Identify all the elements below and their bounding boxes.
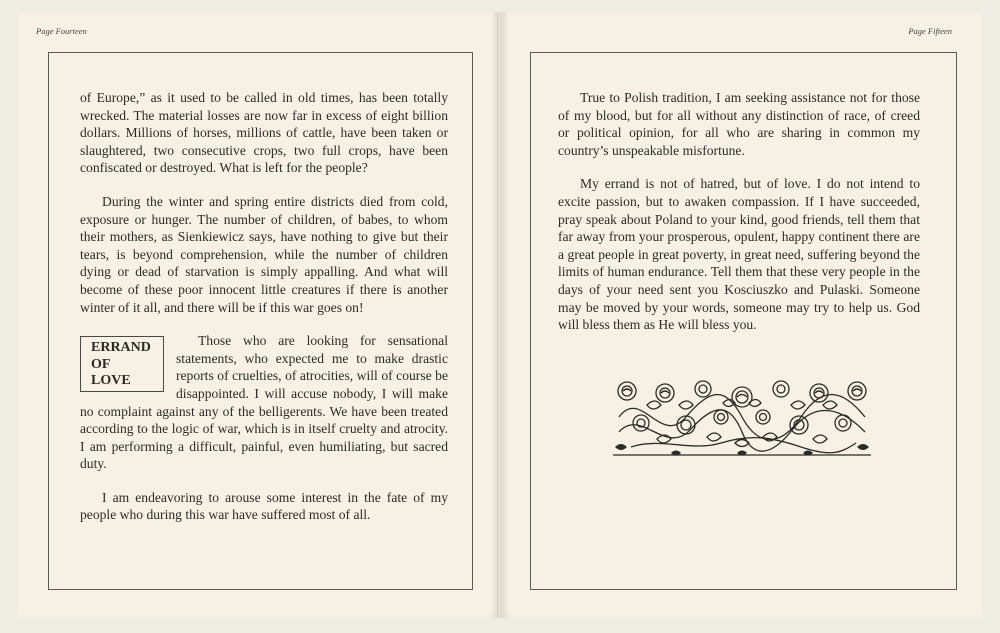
paragraph: I am endeavoring to arouse some interest in the fate of my people who during this war have suffered most of all. [80,489,448,523]
paragraph: During the winter and spring entire districts died from cold, exposure or hunger. The number of children, of babes, to whom their mothers, as Sienkiewicz says, have nothing to give but their tears, is beyond comprehension, while the number of children dying or dead of starvation is simply appalling. And what will become of these poor innocent little creatures if there is another winter of it all, and there will be if this war goes on! [80,193,448,315]
sidebox-line: LOVE [91,373,131,389]
rose-vine-ornament-icon [611,377,873,459]
paragraph: of Europe,” as it used to be called in old times, has been totally wrecked. The material losses are now far in excess of eight billion dollars. Millions of horses, millions of cattle, have been taken or slaughtered, two consecutive crops, two full crops, have been confiscated or destroyed. What is left for the people? [80,90,448,176]
right-page [502,12,982,618]
sidebox-line: ERRAND [91,340,151,356]
left-page [18,12,498,618]
paragraph-text: Those who are looking for sensational statements, who expected me to make drastic reports of cruelties, of atrocities, will of course be disappointed. I will accuse nobody, I will make no complaint against any of the belligerents. We have been treated according to the logic of war, which is in itself cruelty and atrocity. I am performing a difficult, painful, even humiliating, but sacred duty. [80,333,448,472]
page-label-right: Page Fifteen [908,26,952,36]
page-label-left: Page Fourteen [36,26,87,36]
left-page-text [80,89,448,540]
paragraph: True to Polish tradition, I am seeking assistance not for those of my blood, but for all without any distinction of race, of creed or political opinion, for all who are sharing in common my country’s unspeakable misfortune. [558,90,920,158]
right-page-text [558,89,920,350]
paragraph-with-sidebox [80,332,448,473]
rose [618,382,636,400]
sidebox-line: OF [91,356,111,372]
errand-of-love-box [80,336,164,392]
paragraph: My errand is not of hatred, but of love. I do not intend to excite passion, but to awaken compassion. If I have succeeded, pray speak about Poland to your kind, good friends, tell them that far away from your prosperous, opulent, happy continent there are a great people in great poverty, in great need, suffering beyond the limits of human endurance. Tell them that these very people in the days of your need sent you Kosciuszko and Pulaski. Someone may be moved by your words, someone may try to help us. God will bless them as He will bless you. [558,176,920,333]
